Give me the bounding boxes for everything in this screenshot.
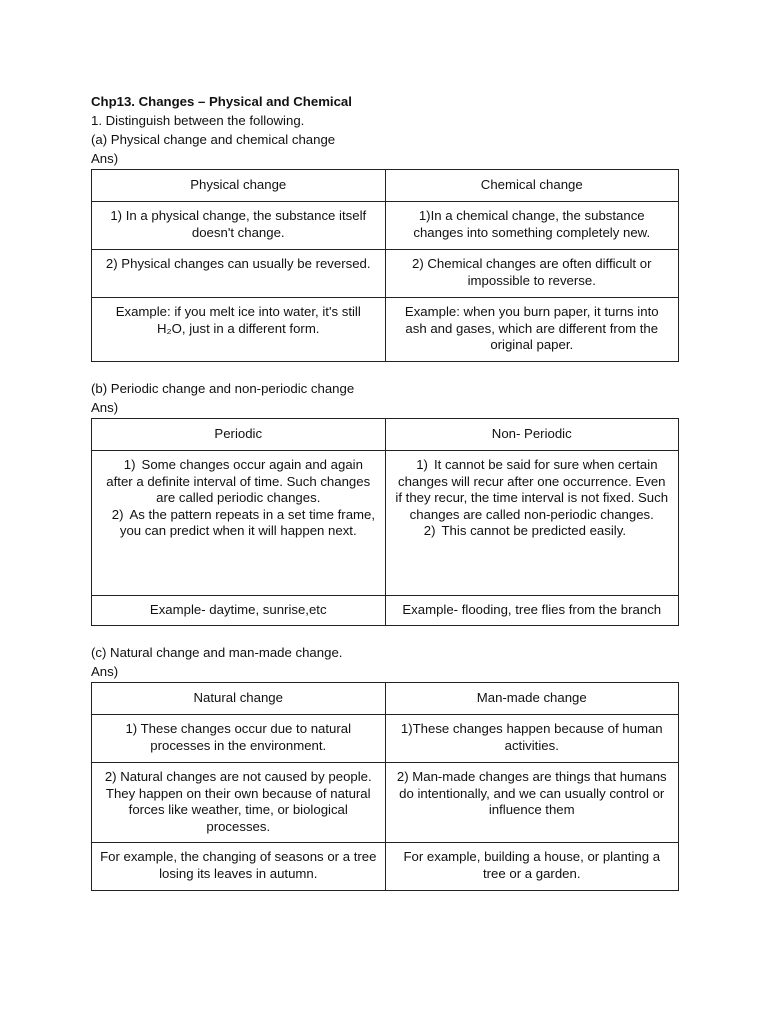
table-cell: 1) In a physical change, the substance itself doesn't change. <box>92 202 386 250</box>
section-a-ans: Ans) <box>91 151 119 166</box>
table-header-natural: Natural change <box>92 683 386 715</box>
periodic-table <box>91 418 679 626</box>
non-periodic-points-cell <box>385 451 679 596</box>
table-cell: 2) Man-made changes are things that humans do intentionally, and we can usually control or influence them <box>385 763 679 843</box>
table-header-man-made: Man-made change <box>385 683 679 715</box>
table-cell: 1)These changes happen because of human activities. <box>385 715 679 763</box>
question-text: 1. Distinguish between the following. <box>91 113 305 128</box>
natural-manmade-table <box>91 682 679 891</box>
non-periodic-point-list <box>394 457 671 540</box>
table-cell: Example: if you melt ice into water, it's still H₂O, just in a different form. <box>92 298 386 362</box>
list-item: 2) As the pattern repeats in a set time frame, you can predict when it will happen next. <box>111 506 376 538</box>
table-cell: For example, the changing of seasons or a tree losing its leaves in autumn. <box>92 843 386 891</box>
periodic-point-list <box>100 457 377 540</box>
document-page <box>91 93 679 891</box>
non-periodic-example: Example- flooding, tree flies from the branch <box>385 596 679 626</box>
table-header-periodic: Periodic <box>92 419 386 451</box>
table-cell: For example, building a house, or planting a tree or a garden. <box>385 843 679 891</box>
section-c-heading: (c) Natural change and man-made change. <box>91 645 343 660</box>
table-header-physical: Physical change <box>92 170 386 202</box>
section-b-heading: (b) Periodic change and non-periodic change <box>91 381 355 396</box>
list-item: 2) This cannot be predicted easily. <box>423 523 626 538</box>
table-cell: Example: when you burn paper, it turns into ash and gases, which are different from the original paper. <box>385 298 679 362</box>
periodic-example: Example- daytime, sunrise,etc <box>92 596 386 626</box>
list-item: 1) Some changes occur again and again after a definite interval of time. Such changes are called periodic changes. <box>106 457 371 505</box>
table-cell: 1)In a chemical change, the substance changes into something completely new. <box>385 202 679 250</box>
chapter-title: Chp13. Changes – Physical and Chemical <box>91 94 352 109</box>
table-cell: 2) Chemical changes are often difficult or impossible to reverse. <box>385 250 679 298</box>
table-cell: 2) Physical changes can usually be reversed. <box>92 250 386 298</box>
periodic-points-cell <box>92 451 386 596</box>
physical-chemical-table <box>91 169 679 362</box>
section-a-heading: (a) Physical change and chemical change <box>91 132 336 147</box>
list-item: 1) It cannot be said for sure when certain changes will recur after one occurrence. Even if they recur, the time interval is not fixed. Such changes are called non-periodic changes. <box>395 457 669 522</box>
table-cell: 1) These changes occur due to natural processes in the environment. <box>92 715 386 763</box>
section-c-ans: Ans) <box>91 664 119 679</box>
table-header-non-periodic: Non- Periodic <box>385 419 679 451</box>
section-b-ans: Ans) <box>91 400 119 415</box>
table-cell: 2) Natural changes are not caused by people. They happen on their own because of natural forces like weather, time, or biological processes. <box>92 763 386 843</box>
table-header-chemical: Chemical change <box>385 170 679 202</box>
